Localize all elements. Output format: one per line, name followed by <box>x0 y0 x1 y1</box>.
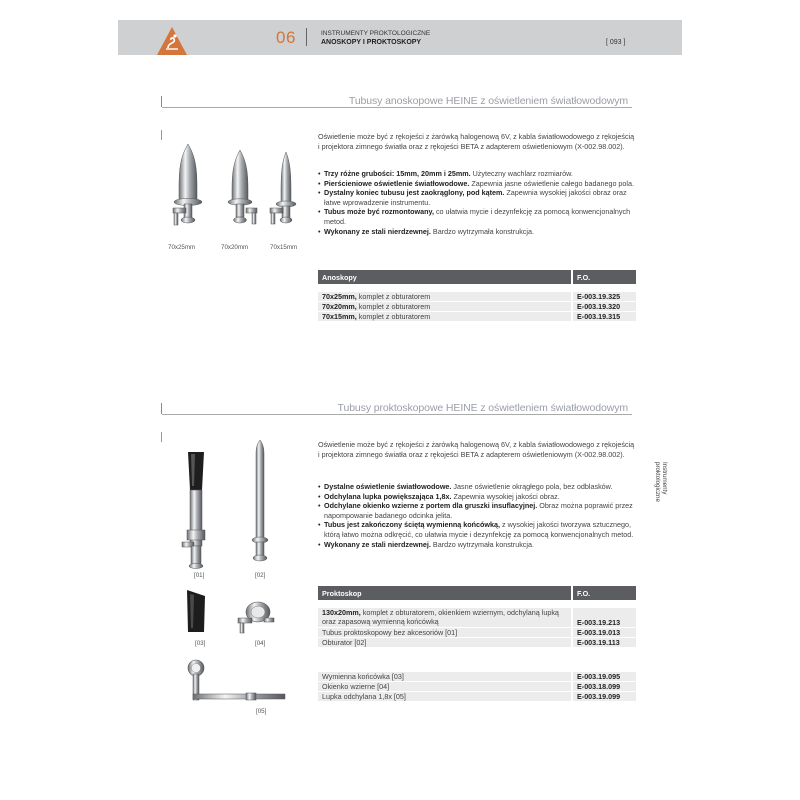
page-number: [ 093 ] <box>606 39 626 46</box>
order-code: E-003.19.113 <box>572 637 636 647</box>
feature-item: • Trzy różne grubości: 15mm, 20mm i 25mm. Użyteczny wachlarz rozmiarów. <box>318 169 636 179</box>
order-code: E-003.19.013 <box>572 627 636 637</box>
table-header-code: F.O. <box>572 586 636 600</box>
section1-rule <box>162 107 632 108</box>
caption-70x25: 70x25mm <box>168 244 196 251</box>
order-code: E-003.19.099 <box>572 692 636 702</box>
replaceable-tip-image <box>184 588 208 636</box>
accessories-table <box>318 672 636 702</box>
chapter-number: 06 <box>276 28 296 47</box>
section1-intro: Oświetlenie może być z rękojeści z żarówką halogenową 6V, z kabla światłowodowego z rękojeścią i projektora zimnego światła oraz z rękojeści BETA z adapterem oświetleniowym (X-002.98.002). <box>318 132 635 151</box>
anoscope-15mm-image <box>268 150 302 232</box>
chapter-title: INSTRUMENTY PROKTOLOGICZNE <box>321 30 431 37</box>
section1-features <box>318 169 636 236</box>
section-rule-tick <box>161 96 162 107</box>
section-rule-tick <box>161 403 162 414</box>
obturator-image <box>248 438 272 568</box>
caption-70x20: 70x20mm <box>221 244 249 251</box>
caption-05: [05] <box>256 708 267 715</box>
table-header-product: Proktoskop <box>318 586 572 600</box>
magnifier-lens-image <box>186 658 290 706</box>
caption-01: [01] <box>194 572 205 579</box>
margin-tick <box>161 432 162 442</box>
caption-04: [04] <box>255 640 266 647</box>
feature-item: • Odchylane okienko wzierne z portem dla gruszki insuflacyjnej. Obraz można poprawić przez napompowanie badanego odcinka jelita. <box>318 501 636 520</box>
table-row: Okienko wzierne [04] E-003.18.099 <box>318 682 636 692</box>
table-row: 70x20mm, komplet z obturatorem E-003.19.320 <box>318 301 636 311</box>
section1-title: Tubusy anoskopowe HEINE z oświetleniem światłowodowym <box>348 95 628 107</box>
feature-item: • Tubus jest zakończony ściętą wymienną końcówką, z wysokiej jakości tworzywa sztucznego, którą łatwo można odkręcić, co ułatwia mycie i dezynfekcję za pomocą konwencjonalnych metod. <box>318 520 636 539</box>
proctoscope-tube-image <box>176 450 216 570</box>
section2-title: Tubusy proktoskopowe HEINE z oświetleniem światłowodowym <box>337 402 628 414</box>
chapter-separator <box>306 28 307 46</box>
table-row: Tubus proktoskopowy bez akcesoriów [01] E-003.19.013 <box>318 627 636 637</box>
table-row: Obturator [02] E-003.19.113 <box>318 637 636 647</box>
anoscope-25mm-image <box>168 142 208 232</box>
caption-03: [03] <box>195 640 206 647</box>
table-header-code: F.O. <box>572 270 636 284</box>
anoscope-20mm-image <box>222 148 258 232</box>
feature-item: • Wykonany ze stali nierdzewnej. Bardzo wytrzymała konstrukcja. <box>318 227 636 237</box>
feature-item: • Dystalny koniec tubusu jest zaokrąglony, pod kątem. Zapewnia wysokiej jakości obraz oraz łatwe wprowadzenie instrumentu. <box>318 188 636 207</box>
chapter-subtitle: ANOSKOPY I PROKTOSKOPY <box>321 39 422 46</box>
brand-logo-icon <box>157 27 187 55</box>
table-row: 70x25mm, komplet z obturatorem E-003.19.325 <box>318 291 636 301</box>
proctoscopes-table <box>318 586 636 648</box>
feature-item: • Odchylana lupka powiększająca 1,8x. Zapewnia wysokiej jakości obraz. <box>318 492 636 502</box>
anoscopes-table <box>318 270 636 322</box>
chapter-header-bar <box>118 20 682 55</box>
order-code: E-003.19.315 <box>572 311 636 321</box>
table-row: Wymienna końcówka [03] E-003.19.095 <box>318 672 636 682</box>
order-code: E-003.19.095 <box>572 672 636 682</box>
table-header-product: Anoskopy <box>318 270 572 284</box>
order-code: E-003.19.320 <box>572 301 636 311</box>
section2-features <box>318 482 636 549</box>
section2-rule <box>162 414 632 415</box>
viewing-window-image <box>234 598 276 636</box>
table-row: 130x20mm, komplet z obturatorem, okienkiem wziernym, odchylaną lupką oraz zapasową wymienną końcówką E-003.19.213 <box>318 607 636 627</box>
feature-item: • Wykonany ze stali nierdzewnej. Bardzo wytrzymała konstrukcja. <box>318 540 636 550</box>
margin-tick <box>161 130 162 140</box>
feature-item: • Dystalne oświetlenie światłowodowe. Jasne oświetlenie okrągłego pola, bez odblasków. <box>318 482 636 492</box>
order-code: E-003.19.325 <box>572 291 636 301</box>
table-row: Lupka odchylana 1,8x [05] E-003.19.099 <box>318 692 636 702</box>
feature-item: • Tubus może być rozmontowany, co ułatwia mycie i dezynfekcję za pomocą konwencjonalnych metod. <box>318 207 636 226</box>
caption-70x15: 70x15mm <box>270 244 298 251</box>
order-code: E-003.18.099 <box>572 682 636 692</box>
section2-intro: Oświetlenie może być z rękojeści z żarówką halogenową 6V, z kabla światłowodowego z rękojeścią i projektora zimnego światła oraz z rękojeści BETA z adapterem oświetleniowym (X-002.98.002). <box>318 440 635 459</box>
order-code: E-003.19.213 <box>572 607 636 627</box>
caption-02: [02] <box>255 572 266 579</box>
feature-item: • Pierścieniowe oświetlenie światłowodowe. Zapewnia jasne oświetlenie całego badanego pola. <box>318 179 636 189</box>
side-chapter-label: Instrumenty proktologiczne <box>654 462 668 502</box>
table-row: 70x15mm, komplet z obturatorem E-003.19.315 <box>318 311 636 321</box>
